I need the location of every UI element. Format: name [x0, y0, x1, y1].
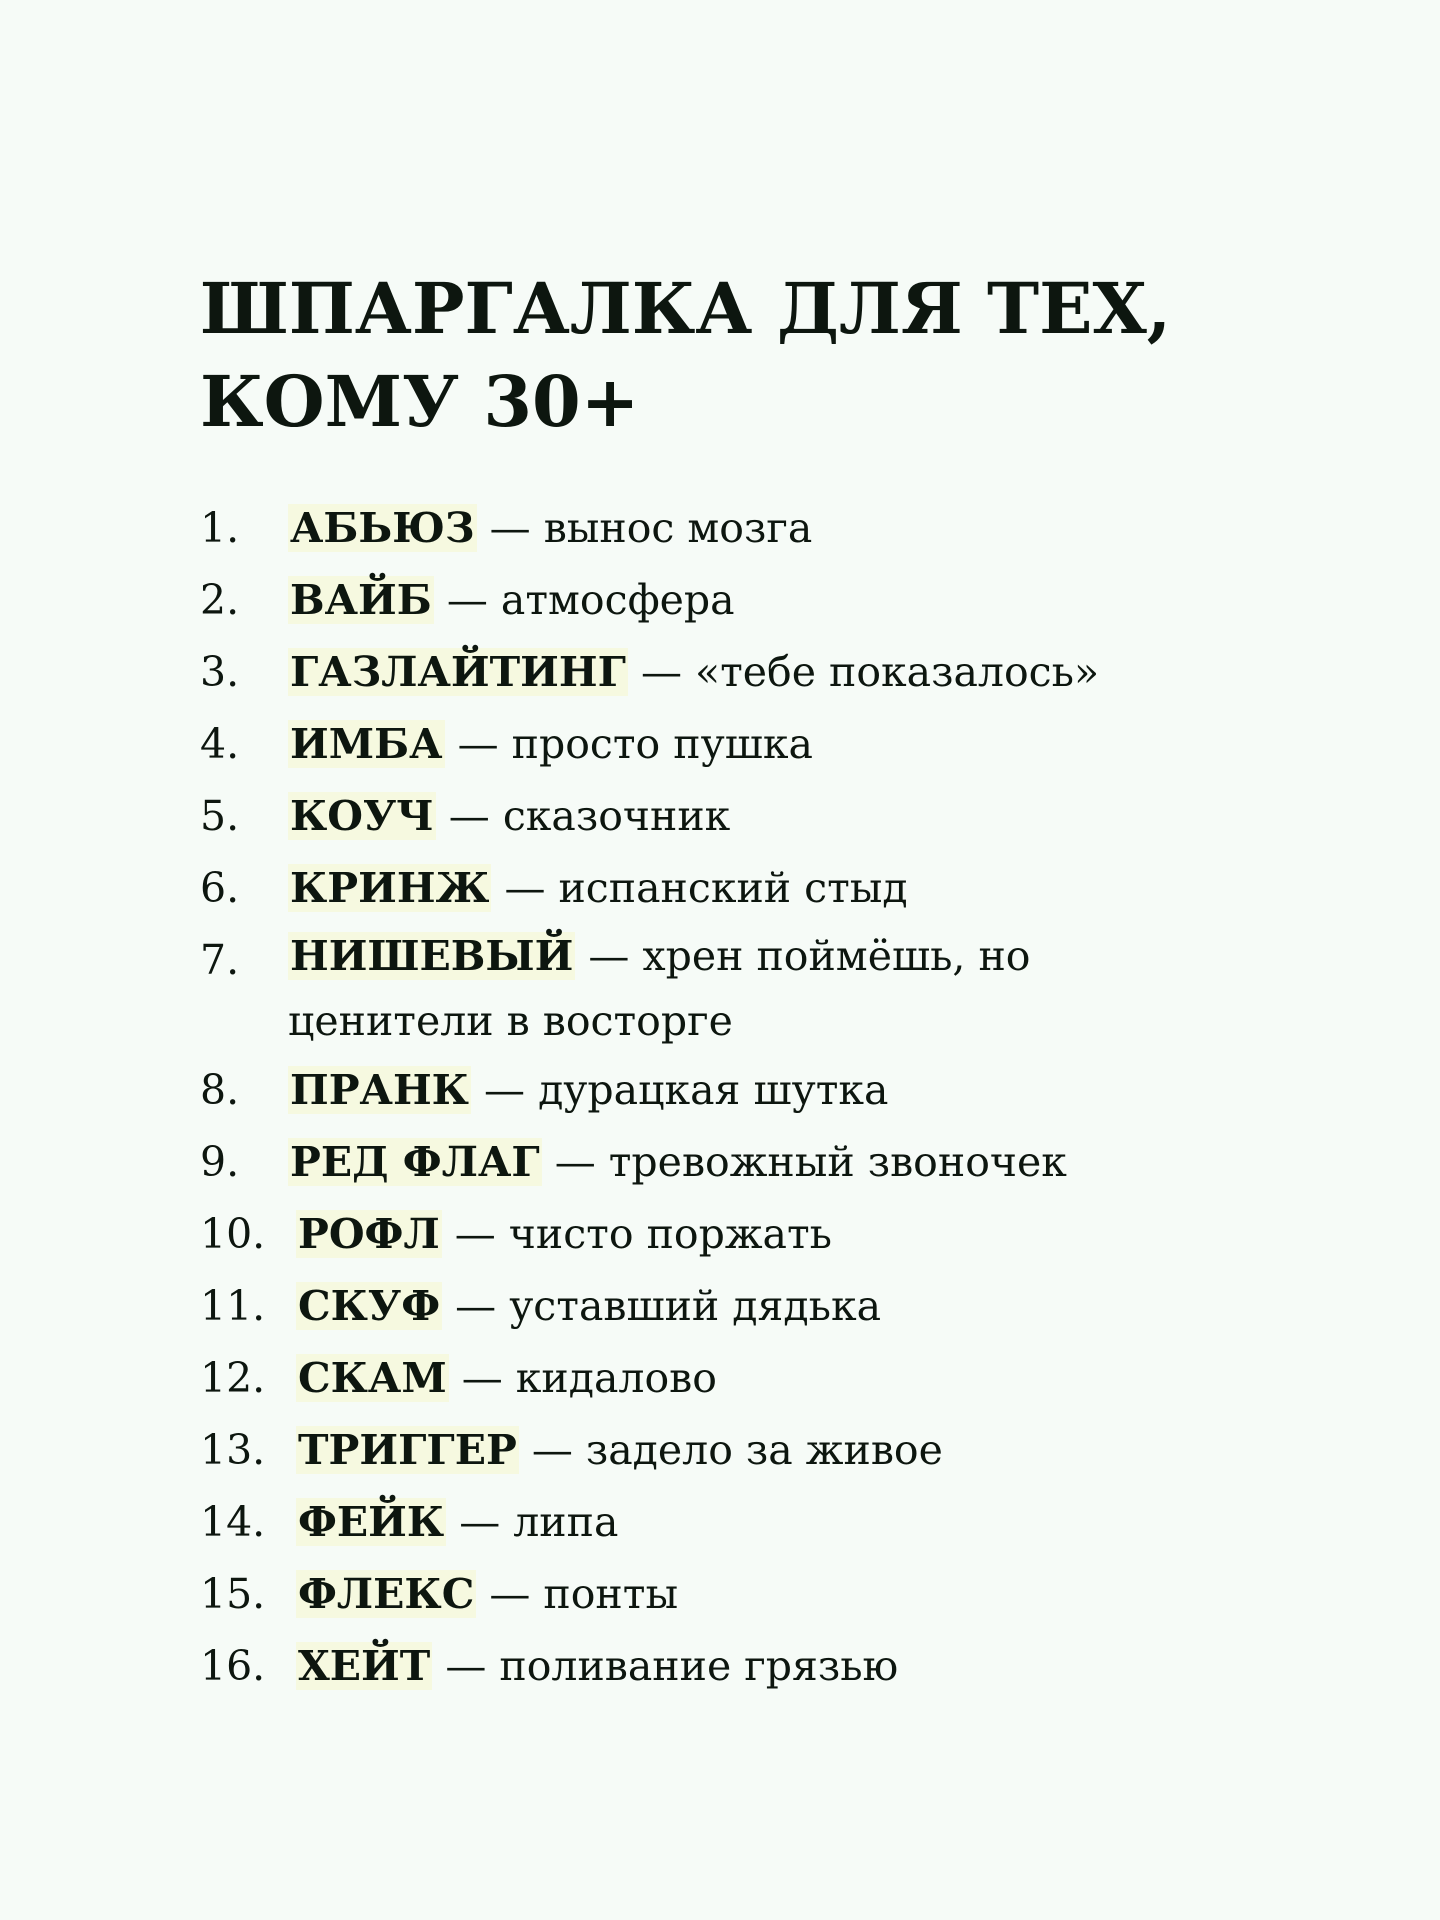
term-definition: кидалово	[515, 1354, 717, 1402]
title-line-1: ШПАРГАЛКА ДЛЯ ТЕХ,	[200, 267, 1172, 350]
entry-text	[288, 780, 730, 852]
em-dash: —	[476, 1570, 544, 1618]
term-definition: хрен поймёшь, но ценители в восторге	[288, 932, 1031, 1045]
term-definition: атмосфера	[500, 576, 735, 624]
term-definition: липа	[513, 1498, 619, 1546]
glossary-entry	[200, 1054, 1300, 1126]
entry-number: 4.	[200, 720, 240, 768]
entry-number: 14.	[200, 1498, 266, 1546]
em-dash: —	[627, 648, 696, 696]
slang-term: ФЛЕКС	[298, 1570, 475, 1618]
term-definition: просто пушка	[511, 720, 813, 768]
glossary-entry	[200, 852, 1300, 924]
entry-number: 1.	[200, 504, 240, 552]
glossary-entry	[200, 1414, 1300, 1486]
em-dash: —	[432, 1642, 500, 1690]
slang-glossary-list	[200, 492, 1300, 1702]
glossary-entry	[200, 1270, 1300, 1342]
entry-text	[288, 636, 1099, 708]
glossary-entry	[200, 564, 1300, 636]
slang-term: ПРАНК	[290, 1066, 469, 1114]
entry-text	[288, 1126, 1067, 1198]
glossary-entry	[200, 924, 1300, 1054]
em-dash: —	[575, 932, 643, 980]
term-definition: понты	[543, 1570, 679, 1618]
slang-term: ХЕЙТ	[298, 1642, 431, 1690]
entry-text	[288, 924, 1188, 1054]
slang-term: НИШЕВЫЙ	[290, 932, 574, 980]
entry-number: 6.	[200, 864, 240, 912]
term-definition: «тебе показалось»	[695, 648, 1100, 696]
em-dash: —	[476, 504, 544, 552]
term-definition: уставший дядька	[509, 1282, 882, 1330]
entry-text	[296, 1630, 898, 1702]
slang-term: ВАЙБ	[290, 576, 432, 624]
glossary-entry	[200, 1198, 1300, 1270]
entry-text	[288, 708, 813, 780]
glossary-entry	[200, 780, 1300, 852]
entry-number: 2.	[200, 576, 240, 624]
title-line-2: КОМУ 30+	[200, 360, 640, 443]
entry-text	[296, 1198, 832, 1270]
glossary-entry	[200, 708, 1300, 780]
entry-text	[296, 1342, 717, 1414]
entry-text	[296, 1486, 618, 1558]
term-definition: сказочник	[502, 792, 731, 840]
glossary-entry	[200, 636, 1300, 708]
slang-term: ГАЗЛАЙТИНГ	[290, 648, 626, 696]
entry-text	[296, 1270, 881, 1342]
glossary-entry	[200, 1630, 1300, 1702]
em-dash: —	[448, 1354, 516, 1402]
entry-number: 10.	[200, 1210, 266, 1258]
slang-term: РОФЛ	[298, 1210, 440, 1258]
em-dash: —	[442, 1282, 510, 1330]
glossary-entry	[200, 1486, 1300, 1558]
entry-text	[288, 1054, 888, 1126]
em-dash: —	[435, 792, 503, 840]
slang-term: СКАМ	[298, 1354, 447, 1402]
glossary-entry	[200, 492, 1300, 564]
entry-text	[288, 564, 735, 636]
term-definition: задело за живое	[585, 1426, 943, 1474]
entry-number: 9.	[200, 1138, 240, 1186]
entry-text	[288, 852, 908, 924]
entry-number: 8.	[200, 1066, 240, 1114]
entry-text	[296, 1558, 678, 1630]
entry-number: 16.	[200, 1642, 266, 1690]
slang-term: ИМБА	[290, 720, 443, 768]
term-definition: вынос мозга	[543, 504, 813, 552]
term-definition: тревожный звоночек	[608, 1138, 1067, 1186]
em-dash: —	[541, 1138, 609, 1186]
em-dash: —	[518, 1426, 586, 1474]
slang-term: КОУЧ	[290, 792, 434, 840]
em-dash: —	[433, 576, 501, 624]
em-dash: —	[470, 1066, 539, 1114]
slang-term: СКУФ	[298, 1282, 441, 1330]
term-definition: поливание грязью	[499, 1642, 899, 1690]
slang-term: ФЕЙК	[298, 1498, 445, 1546]
entry-number: 13.	[200, 1426, 266, 1474]
glossary-entry	[200, 1126, 1300, 1198]
entry-number: 7.	[200, 936, 240, 984]
term-definition: дурацкая шутка	[538, 1066, 889, 1114]
page-title	[200, 262, 1300, 448]
entry-text	[288, 492, 812, 564]
glossary-entry	[200, 1558, 1300, 1630]
entry-number: 11.	[200, 1282, 266, 1330]
glossary-entry	[200, 1342, 1300, 1414]
em-dash: —	[446, 1498, 514, 1546]
term-definition: испанский стыд	[558, 864, 908, 912]
term-definition: чисто поржать	[508, 1210, 832, 1258]
entry-number: 3.	[200, 648, 240, 696]
em-dash: —	[491, 864, 559, 912]
entry-number: 15.	[200, 1570, 266, 1618]
entry-number: 12.	[200, 1354, 266, 1402]
em-dash: —	[441, 1210, 509, 1258]
slang-term: ТРИГГЕР	[298, 1426, 517, 1474]
slang-term: КРИНЖ	[290, 864, 490, 912]
slang-term: АБЬЮЗ	[290, 504, 475, 552]
slang-term: РЕД ФЛАГ	[290, 1138, 540, 1186]
entry-text	[296, 1414, 943, 1486]
entry-number: 5.	[200, 792, 240, 840]
em-dash: —	[444, 720, 512, 768]
